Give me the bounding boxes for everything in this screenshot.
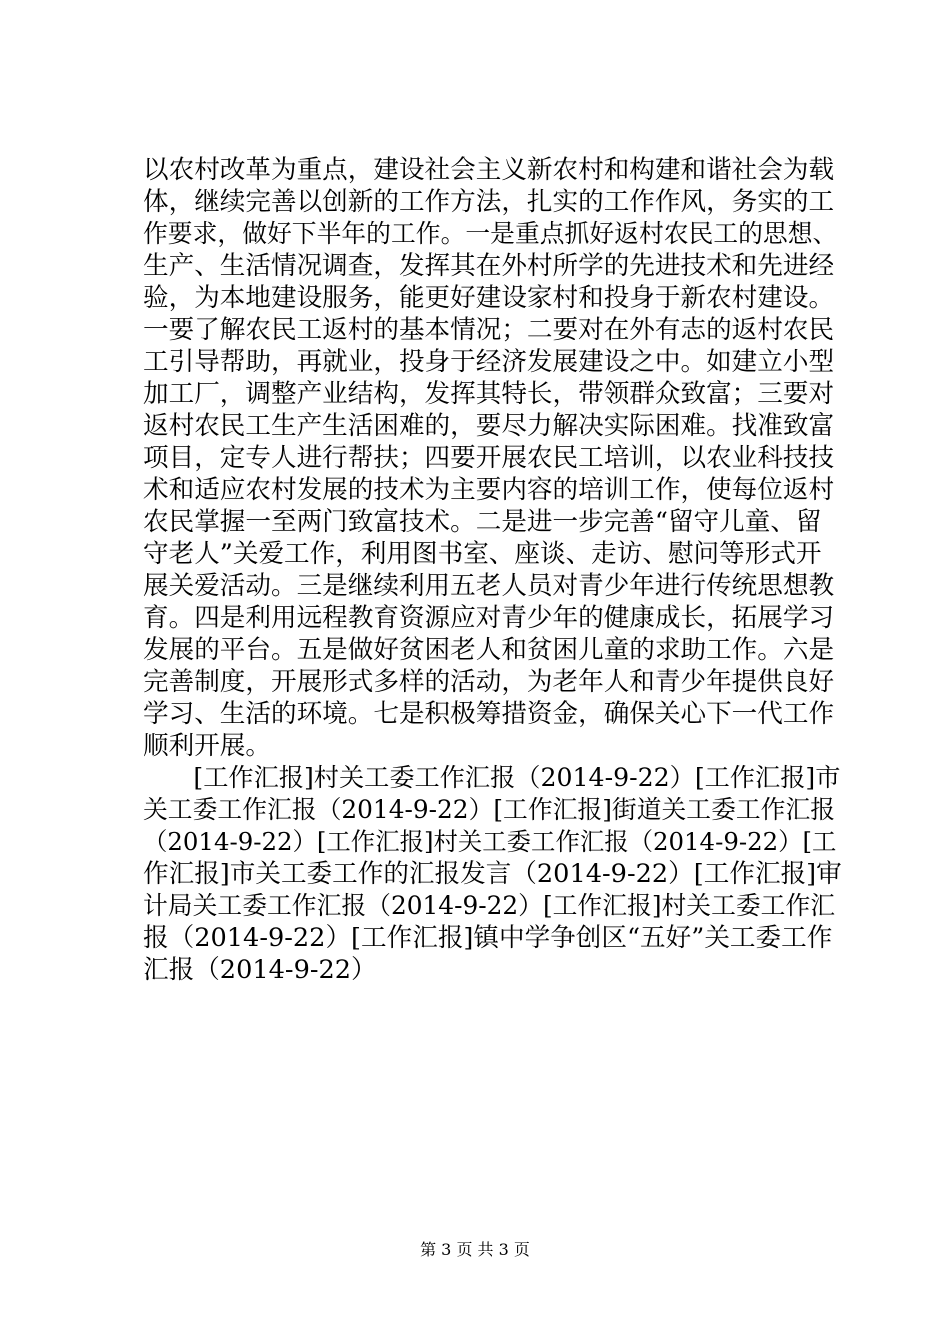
text-line: 农民掌握一至两门致富技术。二是进一步完善“留守儿童、留 xyxy=(143,507,822,537)
text-line: 发展的平台。五是做好贫困老人和贫困儿童的求助工作。六是 xyxy=(143,635,835,665)
text-line: 报（2014-9-22）[工作汇报]镇中学争创区“五好”关工委工作 xyxy=(143,923,833,953)
text-line: 守老人”关爱工作，利用图书室、座谈、走访、慰问等形式开 xyxy=(143,539,822,569)
text-line: 作汇报]市关工委工作的汇报发言（2014-9-22）[工作汇报]审 xyxy=(143,859,842,889)
body-text xyxy=(143,154,843,986)
text-line: 一要了解农民工返村的基本情况；二要对在外有志的返村农民 xyxy=(143,315,835,345)
text-line: 生产、生活情况调查，发挥其在外村所学的先进技术和先进经 xyxy=(143,251,835,281)
text-line: 学习、生活的环境。七是积极筹措资金，确保关心下一代工作 xyxy=(143,699,835,729)
text-line: 汇报（2014-9-22） xyxy=(143,955,377,985)
text-line: 项目，定专人进行帮扶；四要开展农民工培训，以农业科技技 xyxy=(143,443,835,473)
page-number: 第 3 页 共 3 页 xyxy=(420,1240,530,1259)
text-line: 关工委工作汇报（2014-9-22）[工作汇报]街道关工委工作汇报 xyxy=(143,795,836,824)
text-line: 育。四是利用远程教育资源应对青少年的健康成长，拓展学习 xyxy=(143,603,835,633)
text-line: （2014-9-22）[工作汇报]村关工委工作汇报（2014-9-22）[工 xyxy=(143,827,837,856)
text-line: 以农村改革为重点，建设社会主义新农村和构建和谐社会为载 xyxy=(143,155,835,185)
text-line: 完善制度，开展形式多样的活动，为老年人和青少年提供良好 xyxy=(143,667,835,697)
text-line: 工引导帮助，再就业，投身于经济发展建设之中。如建立小型 xyxy=(143,347,835,377)
text-line: 顺利开展。 xyxy=(143,731,271,761)
text-line: 返村农民工生产生活困难的，要尽力解决实际困难。找准致富 xyxy=(143,411,835,441)
text-line: 作要求，做好下半年的工作。一是重点抓好返村农民工的思想、 xyxy=(143,219,838,248)
text-line: [工作汇报]村关工委工作汇报（2014-9-22）[工作汇报]市 xyxy=(143,763,841,792)
text-line: 展关爱活动。三是继续利用五老人员对青少年进行传统思想教 xyxy=(143,571,835,601)
text-line: 体，继续完善以创新的工作方法，扎实的工作作风，务实的工 xyxy=(143,187,835,217)
text-line: 术和适应农村发展的技术为主要内容的培训工作，使每位返村 xyxy=(143,475,835,505)
text-line: 加工厂，调整产业结构，发挥其特长，带领群众致富；三要对 xyxy=(143,379,835,409)
text-line: 计局关工委工作汇报（2014-9-22）[工作汇报]村关工委工作汇 xyxy=(143,891,836,920)
text-line: 验，为本地建设服务，能更好建设家村和投身于新农村建设。 xyxy=(143,283,835,313)
